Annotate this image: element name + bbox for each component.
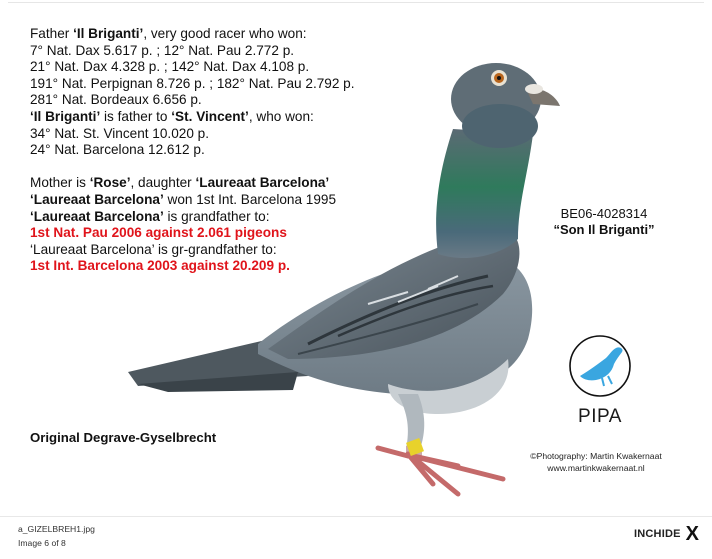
pedigree-line — [30, 175, 450, 192]
pedigree-text-part: ‘Rose’ — [89, 175, 131, 191]
close-button[interactable] — [634, 523, 699, 545]
pedigree-text-part: Father — [30, 26, 74, 41]
pedigree-text-part: , daughter — [130, 175, 196, 191]
pigeon-name: “Son Il Briganti” — [553, 222, 655, 237]
pedigree-text-part: Mother is — [30, 175, 90, 191]
highlight-text: 1st Int. Barcelona 2003 against 20.209 p. — [30, 258, 290, 274]
ring-number: BE06-4028314 — [560, 206, 648, 221]
credit-line-2: www.martinkwakernaat.nl — [547, 463, 645, 473]
pedigree-line — [30, 26, 450, 43]
image-filename: a_GIZELBREH1.jpg — [18, 524, 95, 534]
line-gap — [30, 159, 450, 176]
pedigree-text-part: ‘Il Briganti’ — [30, 108, 101, 124]
pedigree-line — [30, 43, 450, 60]
top-divider — [8, 2, 704, 3]
pedigree-text-part: 281° Nat. Bordeaux 6.656 p. — [30, 92, 202, 108]
pedigree-text-part: 7° Nat. Dax 5.617 p. ; 12° Nat. Pau 2.772 p. — [30, 42, 295, 58]
pedigree-text — [30, 26, 450, 275]
pedigree-text-part: ‘Il Briganti’ — [73, 26, 144, 41]
pedigree-line — [30, 192, 450, 209]
pedigree-text-part: ‘Laureaat Barcelona’ — [30, 208, 164, 224]
image-counter: Image 6 of 8 — [18, 538, 66, 548]
pedigree-text-part: is father to — [100, 108, 172, 124]
highlight-text: 1st Nat. Pau 2006 against 2.061 pigeons — [30, 225, 287, 241]
pedigree-line — [30, 258, 450, 275]
pedigree-line — [30, 92, 450, 109]
pedigree-text-part: , very good racer who won: — [143, 26, 307, 41]
pedigree-text-part: ‘St. Vincent’ — [171, 108, 249, 124]
pedigree-text-part: is grandfather to: — [163, 208, 270, 224]
pedigree-line — [30, 126, 450, 143]
pedigree-text-part: 191° Nat. Perpignan 8.726 p. ; 182° Nat. Pau 2.792 p. — [30, 75, 355, 91]
pedigree-text-part: 21° Nat. Dax 4.328 p. ; 142° Nat. Dax 4.108 p. — [30, 59, 310, 75]
photo-credit — [506, 450, 686, 474]
pedigree-text-part: won 1st Int. Barcelona 1995 — [163, 191, 337, 207]
pedigree-line — [30, 142, 450, 159]
credit-line-1: ©Photography: Martin Kwakernaat — [530, 451, 662, 461]
pedigree-line — [30, 225, 450, 242]
pedigree-line — [30, 242, 450, 259]
lightbox-image[interactable] — [8, 4, 704, 516]
pedigree-text-part: 24° Nat. Barcelona 12.612 p. — [30, 142, 205, 158]
close-icon: X — [685, 523, 699, 545]
pedigree-text-part: ‘Laureaat Barcelona’ — [30, 191, 164, 207]
close-label: INCHIDE — [634, 528, 681, 540]
pedigree-text-part: , who won: — [248, 108, 314, 124]
lightbox-footer — [0, 516, 712, 559]
pedigree-line — [30, 76, 450, 93]
origin-caption: Original Degrave-Gyselbrecht — [30, 430, 217, 445]
pedigree-line — [30, 59, 450, 76]
pipa-logo-text: PIPA — [578, 406, 622, 427]
pedigree-line — [30, 109, 450, 126]
pedigree-text-part: 34° Nat. St. Vincent 10.020 p. — [30, 125, 210, 141]
pedigree-text-part: ‘Laureaat Barcelona’ — [195, 175, 330, 191]
pedigree-line — [30, 209, 450, 226]
pedigree-text-part: ‘Laureaat Barcelona’ is gr-grandfather to: — [30, 241, 277, 257]
